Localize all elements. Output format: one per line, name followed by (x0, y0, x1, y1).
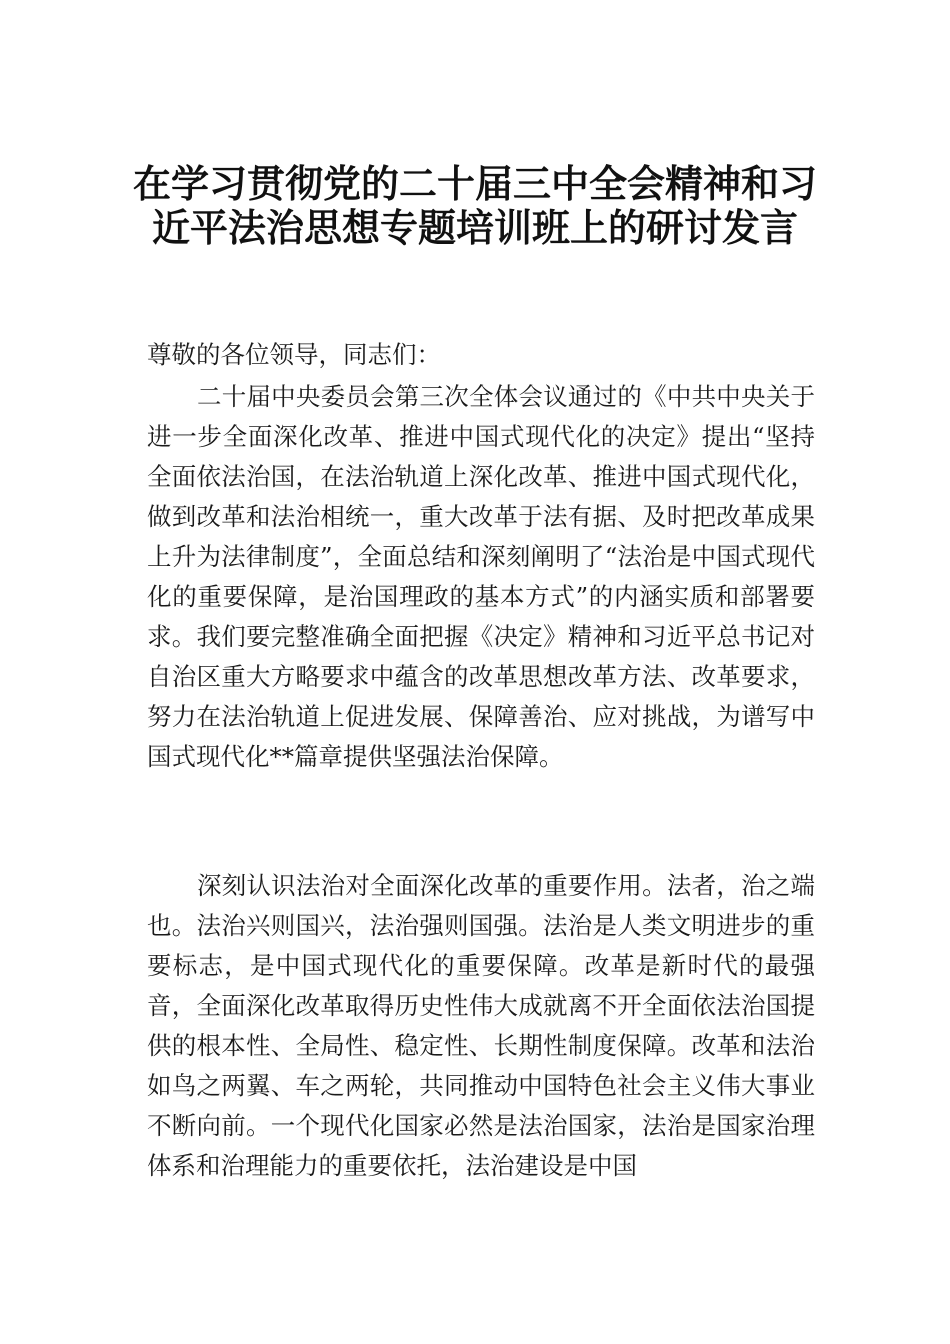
salutation: 尊敬的各位领导，同志们： (147, 340, 441, 369)
document-title-line-1: 在学习贯彻党的二十届三中全会精神和习 (132, 161, 817, 206)
paragraph-1: 二十届中央委员会第三次全体会议通过的《中共中央关于进一步全面深化改革、推进中国式现代化的决定》提出“坚持全面依法治国，在法治轨道上深化改革、推进中国式现代化，做到改革和法治相统一，重大改革于法有据、及时把改革成果上升为法律制度”，全面总结和深刻阐明了“法治是中国式现代化的重要保障，是治国理政的基本方式”的内涵实质和部署要求。我们要完整准确全面把握《决定》精神和习近平总书记对自治区重大方略要求中蕴含的改革思想改革方法、改革要求，努力在法治轨道上促进发展、保障善治、应对挑战，为谱写中国式现代化**篇章提供坚强法治保障。 (147, 382, 815, 771)
paragraph-2: 深刻认识法治对全面深化改革的重要作用。法者，治之端也。法治兴则国兴，法治强则国强。法治是人类文明进步的重要标志，是中国式现代化的重要保障。改革是新时代的最强音，全面深化改革取得历史性伟大成就离不开全面依法治国提供的根本性、全局性、稳定性、长期性制度保障。改革和法治如鸟之两翼、车之两轮，共同推动中国特色社会主义伟大事业不断向前。一个现代化国家必然是法治国家，法治是国家治理体系和治理能力的重要依托，法治建设是中国 (147, 871, 815, 1180)
document-title-line-2: 近平法治思想专题培训班上的研讨发言 (151, 205, 798, 250)
